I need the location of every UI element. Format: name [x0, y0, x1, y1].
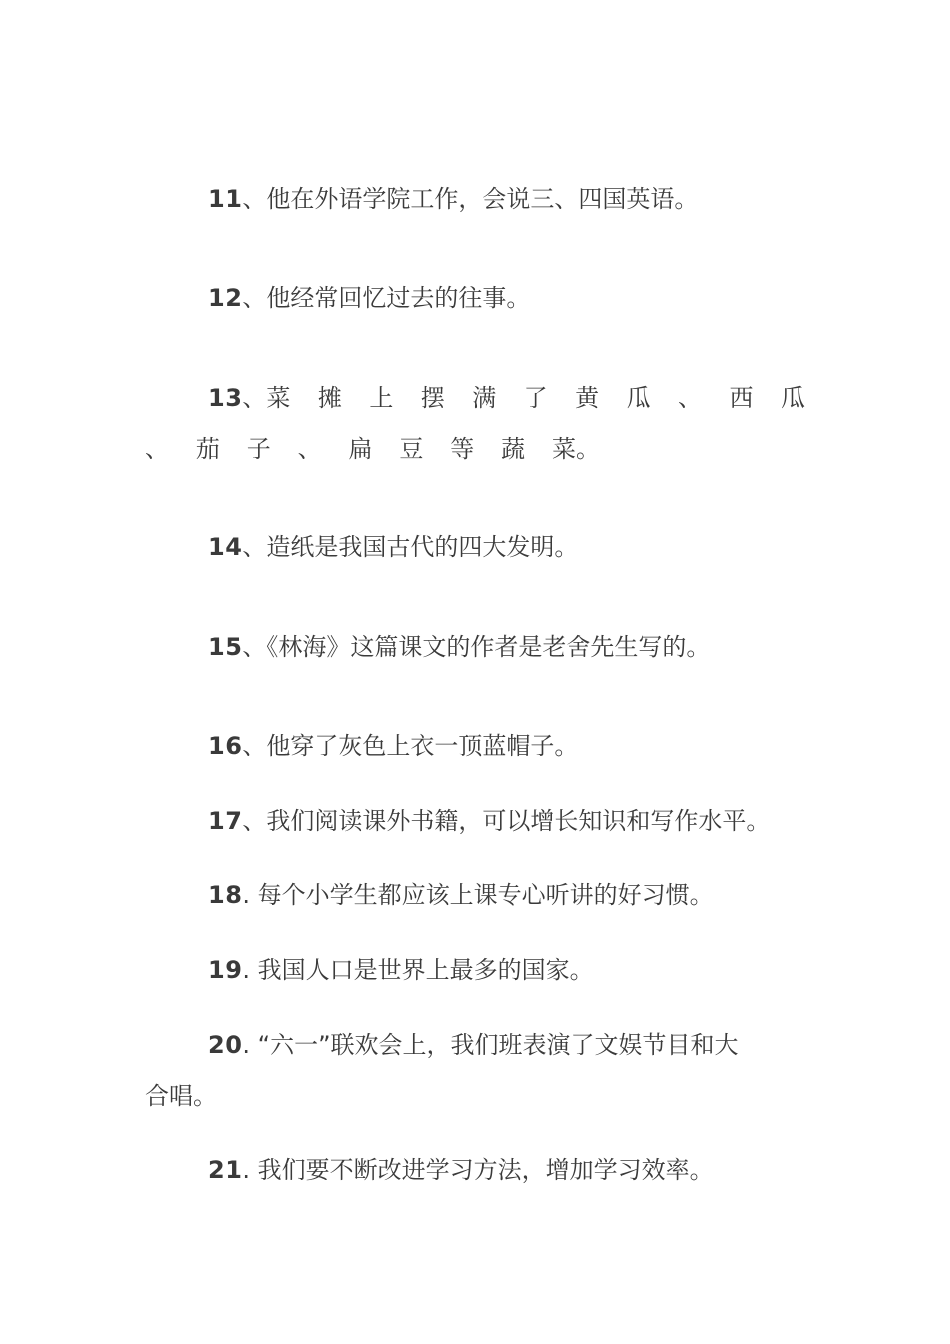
item-number: 19 [208, 956, 243, 984]
char: 、 [297, 435, 322, 463]
char: 菜。 [552, 435, 600, 463]
sentence-19 [145, 945, 805, 996]
separator: 、 [242, 384, 267, 412]
item-number: 15 [208, 633, 243, 661]
item-number: 18 [208, 881, 243, 909]
sentence-16 [145, 721, 805, 772]
char: 了 [523, 384, 548, 412]
char: 、 [145, 435, 169, 463]
char: 豆 [399, 435, 424, 463]
char: 摆 [420, 384, 445, 412]
item-number: 11 [208, 185, 243, 213]
item-number: 13 [208, 384, 243, 412]
sentence-text: 、《林海》这篇课文的作者是老舍先生写的。 [242, 633, 711, 661]
char: 瓜 [626, 384, 651, 412]
char: 瓜 [780, 384, 805, 412]
sentence-12 [145, 273, 805, 324]
item-number: 16 [208, 732, 243, 760]
sentence-text: 、我们阅读课外书籍，可以增长知识和写作水平。 [242, 807, 771, 835]
sentence-text: . 我国人口是世界上最多的国家。 [242, 956, 594, 984]
sentence-text: 、造纸是我国古代的四大发明。 [242, 533, 579, 561]
char: 满 [472, 384, 497, 412]
sentence-text: 、他经常回忆过去的往事。 [242, 284, 531, 312]
char: 等 [450, 435, 475, 463]
char: 蔬 [501, 435, 526, 463]
char: 摊 [317, 384, 342, 412]
item-number: 12 [208, 284, 243, 312]
char: 黄 [575, 384, 600, 412]
sentence-13-line-2 [145, 424, 600, 475]
char: 西 [729, 384, 754, 412]
sentence-text: . 每个小学生都应该上课专心听讲的好习惯。 [242, 881, 714, 909]
sentence-18 [145, 870, 805, 921]
item-number: 21 [208, 1156, 243, 1184]
sentence-text: . “六一”联欢会上，我们班表演了文娱节目和大 [242, 1031, 739, 1059]
char: 茄 [195, 435, 220, 463]
item-number: 17 [208, 807, 243, 835]
char: 扁 [348, 435, 373, 463]
sentence-text-continued: 合唱。 [145, 1082, 217, 1110]
sentence-15 [145, 622, 805, 673]
char: 菜 [266, 384, 291, 412]
item-number: 14 [208, 533, 243, 561]
sentence-text: 、他穿了灰色上衣一顶蓝帽子。 [242, 732, 579, 760]
sentence-13 [145, 373, 805, 475]
item-number: 20 [208, 1031, 243, 1059]
sentence-text: 、他在外语学院工作，会说三、四国英语。 [242, 185, 699, 213]
char: 上 [369, 384, 394, 412]
sentence-17 [145, 796, 805, 847]
char: 、 [678, 384, 703, 412]
sentence-11 [145, 174, 805, 225]
sentence-text: . 我们要不断改进学习方法，增加学习效率。 [242, 1156, 714, 1184]
sentence-14 [145, 522, 805, 573]
sentence-21 [145, 1145, 805, 1196]
char: 子 [246, 435, 271, 463]
sentence-20 [145, 1020, 805, 1122]
sentence-13-line-1 [145, 373, 805, 424]
